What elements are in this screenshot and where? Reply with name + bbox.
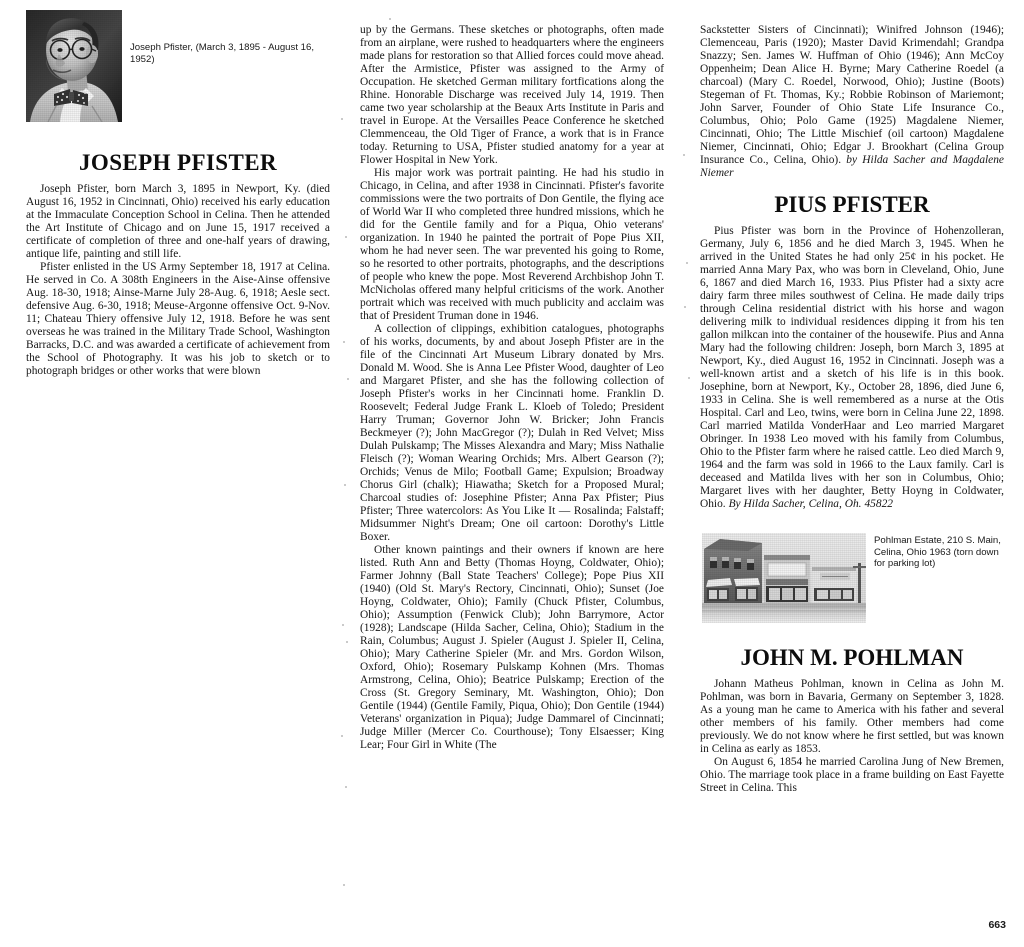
paragraph-with-byline (700, 24, 1004, 180)
portrait-illustration (26, 10, 122, 122)
paragraph: up by the Germans. These sketches or photographs, often made from an airplane, were rushed to headquarters where the engineers made plans for restoration so that Allied forces could move ahead. After the Armistice, Pfister was assigned to the Army of Occupation. He sketched German military fortfications along the Rhine. Honorable Discharge was received July 14, 1919. Then came two year scholarship at the Beaux Arts Institute in Paris and travel in Europe. At the Versailles Peace Conference he sketched Clemmenceau, the Old Tiger of France, a work that is in France today. Returning to USA, Pfister studied anatomy for a year at Flower Hospital in New York. (360, 24, 664, 166)
building-figure (700, 533, 1004, 637)
text-column-2 (360, 24, 664, 929)
scan-speck (347, 378, 349, 380)
paragraph-text: Sackstetter Sisters of Cincinnati); Winifred Johnson (1946); Clemenceau, Paris (1920); Master David Krimendahl; Grandpa Snazzy; Sen. James W. Huffman of Ohio (1946); Ann McCoy Oppenheim; Dean Alice H. Byrne; Mary Catherine Roedel (a charcoal) (Mary C. Roedel, Norwood, Ohio); Justine (Boots) Stegeman of Ft. Thomas, Ky.; Robbie Robinson of Mariemont; John Sarver, Founder of Ohio State Life Insurance Co., Columbus, Ohio; Polo Game (1925) Magdalene Niemer, Cincinnati, Ohio; The Little Mischief (oil cartoon) Magdalene Niemer, Cincinnati, Ohio; Edgar J. Brookhart (Celina Group Insurance Co., Celina, Ohio). (700, 24, 1004, 166)
paragraph: A collection of clippings, exhibition catalogues, photographs of his works, documents, by and about Joseph Pfister are in the file of the Cincinnati Art Museum Library donated by Mrs. Donald M. Wood. She is Anna Lee Pfister Wood, daughter of Leo and Margaret Pfister, and she has the following collection of Joseph Pfister's works in her Cincinnati home. Franklin D. Roosevelt; Federal Judge Frank L. Kloeb of Toledo; President Harry Truman; Governor John W. Bricker; John Francis Beckmeyer (?); John MacGregor (?); Dulah in Red Velvet; Miss Dulah Pulskamp; The Misses Alexandra and Mary; Miss Nathalie Fleisch (?); Woman Wearing Orchids; Mrs. Albert Gearson (?); Orchids; Venus de Milo; Football Game; Expulsion; Broadway Chorus Girl (chalk); Hiawatha; Sketch for a Proposed Mural; Charcoal studies of: Josephine Pfister; Anna Pax Pfister; Pius Pfister; Three watercolors: As You Like It — Rosalinda; Falstaff; Midsummer Night's Dream; One oil cartoon: Dorothy's Little Boxer. (360, 323, 664, 543)
scan-speck (686, 262, 688, 264)
scan-speck (343, 341, 345, 343)
heading-joseph-pfister: JOSEPH PFISTER (79, 150, 277, 175)
scan-speck (389, 18, 391, 20)
paragraph: Pfister enlisted in the US Army September 18, 1917 at Celina. He served in Co. A 308th Engineers in the Aise-Ainse offensive Aug. 18-30, 1918; Ainse-Marne July 28-Aug. 6, 1918; Aesle sect. defensive Aug. 6-30, 1918; Meuse-Argonne offensive Oct. 9-Nov. 11; Chateau Thiery offensive July 12, 1918. Before he was sent overseas he was trained in the Military Trade School, Washington Barracks, D.C. and was awarded a certificate of achievement from the School of Photography. It was his job to sketch or to photograph bridges or other works that were blown (26, 261, 330, 377)
byline: By Hilda Sacher, Celina, Oh. 45822 (728, 498, 893, 510)
page-number: 663 (988, 919, 1006, 931)
paragraph: Joseph Pfister, born March 3, 1895 in Newport, Ky. (died August 16, 1952 in Cincinnati, Ohio) received his early education at the Immaculate Conception School in Celina. Then he attended the Art Institute of Chicago and on June 15, 1917 received a certificate of completion of three and one-half years of drawing, antique life, painting and still life. (26, 183, 330, 260)
paragraph: Johann Matheus Pohlman, known in Celina as John M. Pohlman, was born in Bavaria, Germany on September 3, 1828. As a young man he came to America with his father and several other members of his family. Other members had come previously. We do not know where he first settled, but was known in Celina as early as 1853. (700, 678, 1004, 755)
paragraph-with-byline (700, 225, 1004, 511)
paragraph: On August 6, 1854 he married Carolina Jung of New Bremen, Ohio. The marriage took place in a frame building on East Fayette Street in Celina. This (700, 756, 1004, 794)
text-column-3 (700, 24, 1004, 929)
byline: by Hilda Sacher and Magdalene Niemer (700, 154, 1004, 179)
heading-pius-pfister: PIUS PFISTER (774, 192, 930, 217)
paragraph-text: Pius Pfister was born in the Province of Hohenzolleran, Germany, July 6, 1856 and he died March 3, 1945. When he arrived in the United States he had only 25¢ in his pocket. He married Anna Mary Pax, who was born in Cleveland, Ohio, June 6, 1867 and died March 16, 1933. Pius Pfister had a sixty acre dairy farm three miles southwest of Celina. He made daily trips through Celina residential district with his horse and wagon delivering milk to individual residences dipping it from his ten gallon milkcan into the container of the housewife. Pius and Anna Mary had the following children: Joseph, born March 3, 1895 at Newport, Ky., died August 16, 1952 in Cincinnati. Joseph was a well-known artist and a sketch of his life is in this book. Josephine, born at Newport, Ky., October 28, 1896, died June 6, 1933 in Celina. She is well remembered as a nurse at the Otis Hospital. Carl and Leo, twins, were born in Celina June 22, 1898. Carl married Matilda VonderHaar and Leo married Margaret Obringer. In 1938 Leo moved with his family from Columbus, Ohio to the Pfister farm where he raised cattle. Leo died March 9, 1964 and the farm was sold in 1966 to the Laux family. Carl is deceased and Matilda lives with her son in Columbus, Ohio; Margaret lives with her daughter, Betty Hoyng in Coldwater, Ohio. (700, 225, 1004, 510)
scan-speck (343, 884, 345, 886)
scan-speck (345, 236, 347, 238)
scan-speck (341, 735, 343, 737)
scan-speck (344, 484, 346, 486)
scan-speck (688, 377, 690, 379)
paragraph: Other known paintings and their owners if known are here listed. Ruth Ann and Betty (Thomas Hoyng, Coldwater, Ohio); Farmer Johnny (Ball State Teachers' College); Pope Pius XII (1940) (Old St. Mary's Rectory, Cincinnati, Ohio); Sunset (Joe Hoyng, Coldwater, Ohio); Family (Chuck Pfister, Columbus, Ohio); Assumption (Fenwick Club); John Barrymore, Actor (1928); Landscape (Hilda Sacher, Celina, Ohio); Stadium in the Rain, Columbus; August J. Spieler (August J. Spieler II, Celina, Ohio); Mary Catherine Spieler (Mr. and Mrs. Gordon Wilson, Oxford, Ohio); Rosemary Pulskamp Kohnen (Mrs. Thomas Armstrong, Celina, Ohio); Beatrice Pulskamp; Erection of the Cross (St. Gregory Seminary, Mt. Washington, Ohio); Don Gentile (1944) (Gentile Family, Piqua, Ohio); Don Gentile (1944) Veterans' organization in Piqua); Judge Dammarel of Cincinnati; Judge Miller (Mercer Co. Courthouse); Tony Elsaesser; King Lear; Four Girl in White (The (360, 544, 664, 751)
joseph-pfister-portrait-image (26, 10, 122, 122)
streetscape-illustration (702, 533, 866, 623)
pohlman-estate-image (702, 533, 866, 623)
scan-speck (345, 786, 347, 788)
scan-speck (683, 154, 685, 156)
scan-speck (341, 118, 343, 120)
paragraph: His major work was portrait painting. He had his studio in Chicago, in Celina, and after 1938 in Cincinnati. Pfister's favorite commissions were the two portraits of Don Gentile, the flying ace of World War II who completed three hundred missions, which he did for the Gentile family and for a Piqua, Ohio veterans' organization. In 1940 he painted the portrait of Pope Pius XII, whom he had never seen. The war prevented his going to Rome, so he resorted to other portraits, photographs, and the descriptions of people who knew the pope. Most Reverend Archbishop John T. McNicholas offered many helpful criticisms of the work. Another portrait which was received with much publicity and acclaim was that of President Truman done in 1946. (360, 167, 664, 322)
portrait-figure (26, 24, 330, 140)
portrait-caption: Joseph Pfister, (March 3, 1895 - August 16, 1952) (130, 42, 314, 65)
heading-john-m-pohlman: JOHN M. POHLMAN (740, 645, 964, 670)
scan-speck (342, 624, 344, 626)
scan-speck (346, 641, 348, 643)
building-caption: Pohlman Estate, 210 S. Main, Celina, Ohio 1963 (torn down for parking lot) (874, 535, 1001, 570)
scan-speck (684, 306, 686, 308)
text-column-1 (26, 24, 330, 929)
